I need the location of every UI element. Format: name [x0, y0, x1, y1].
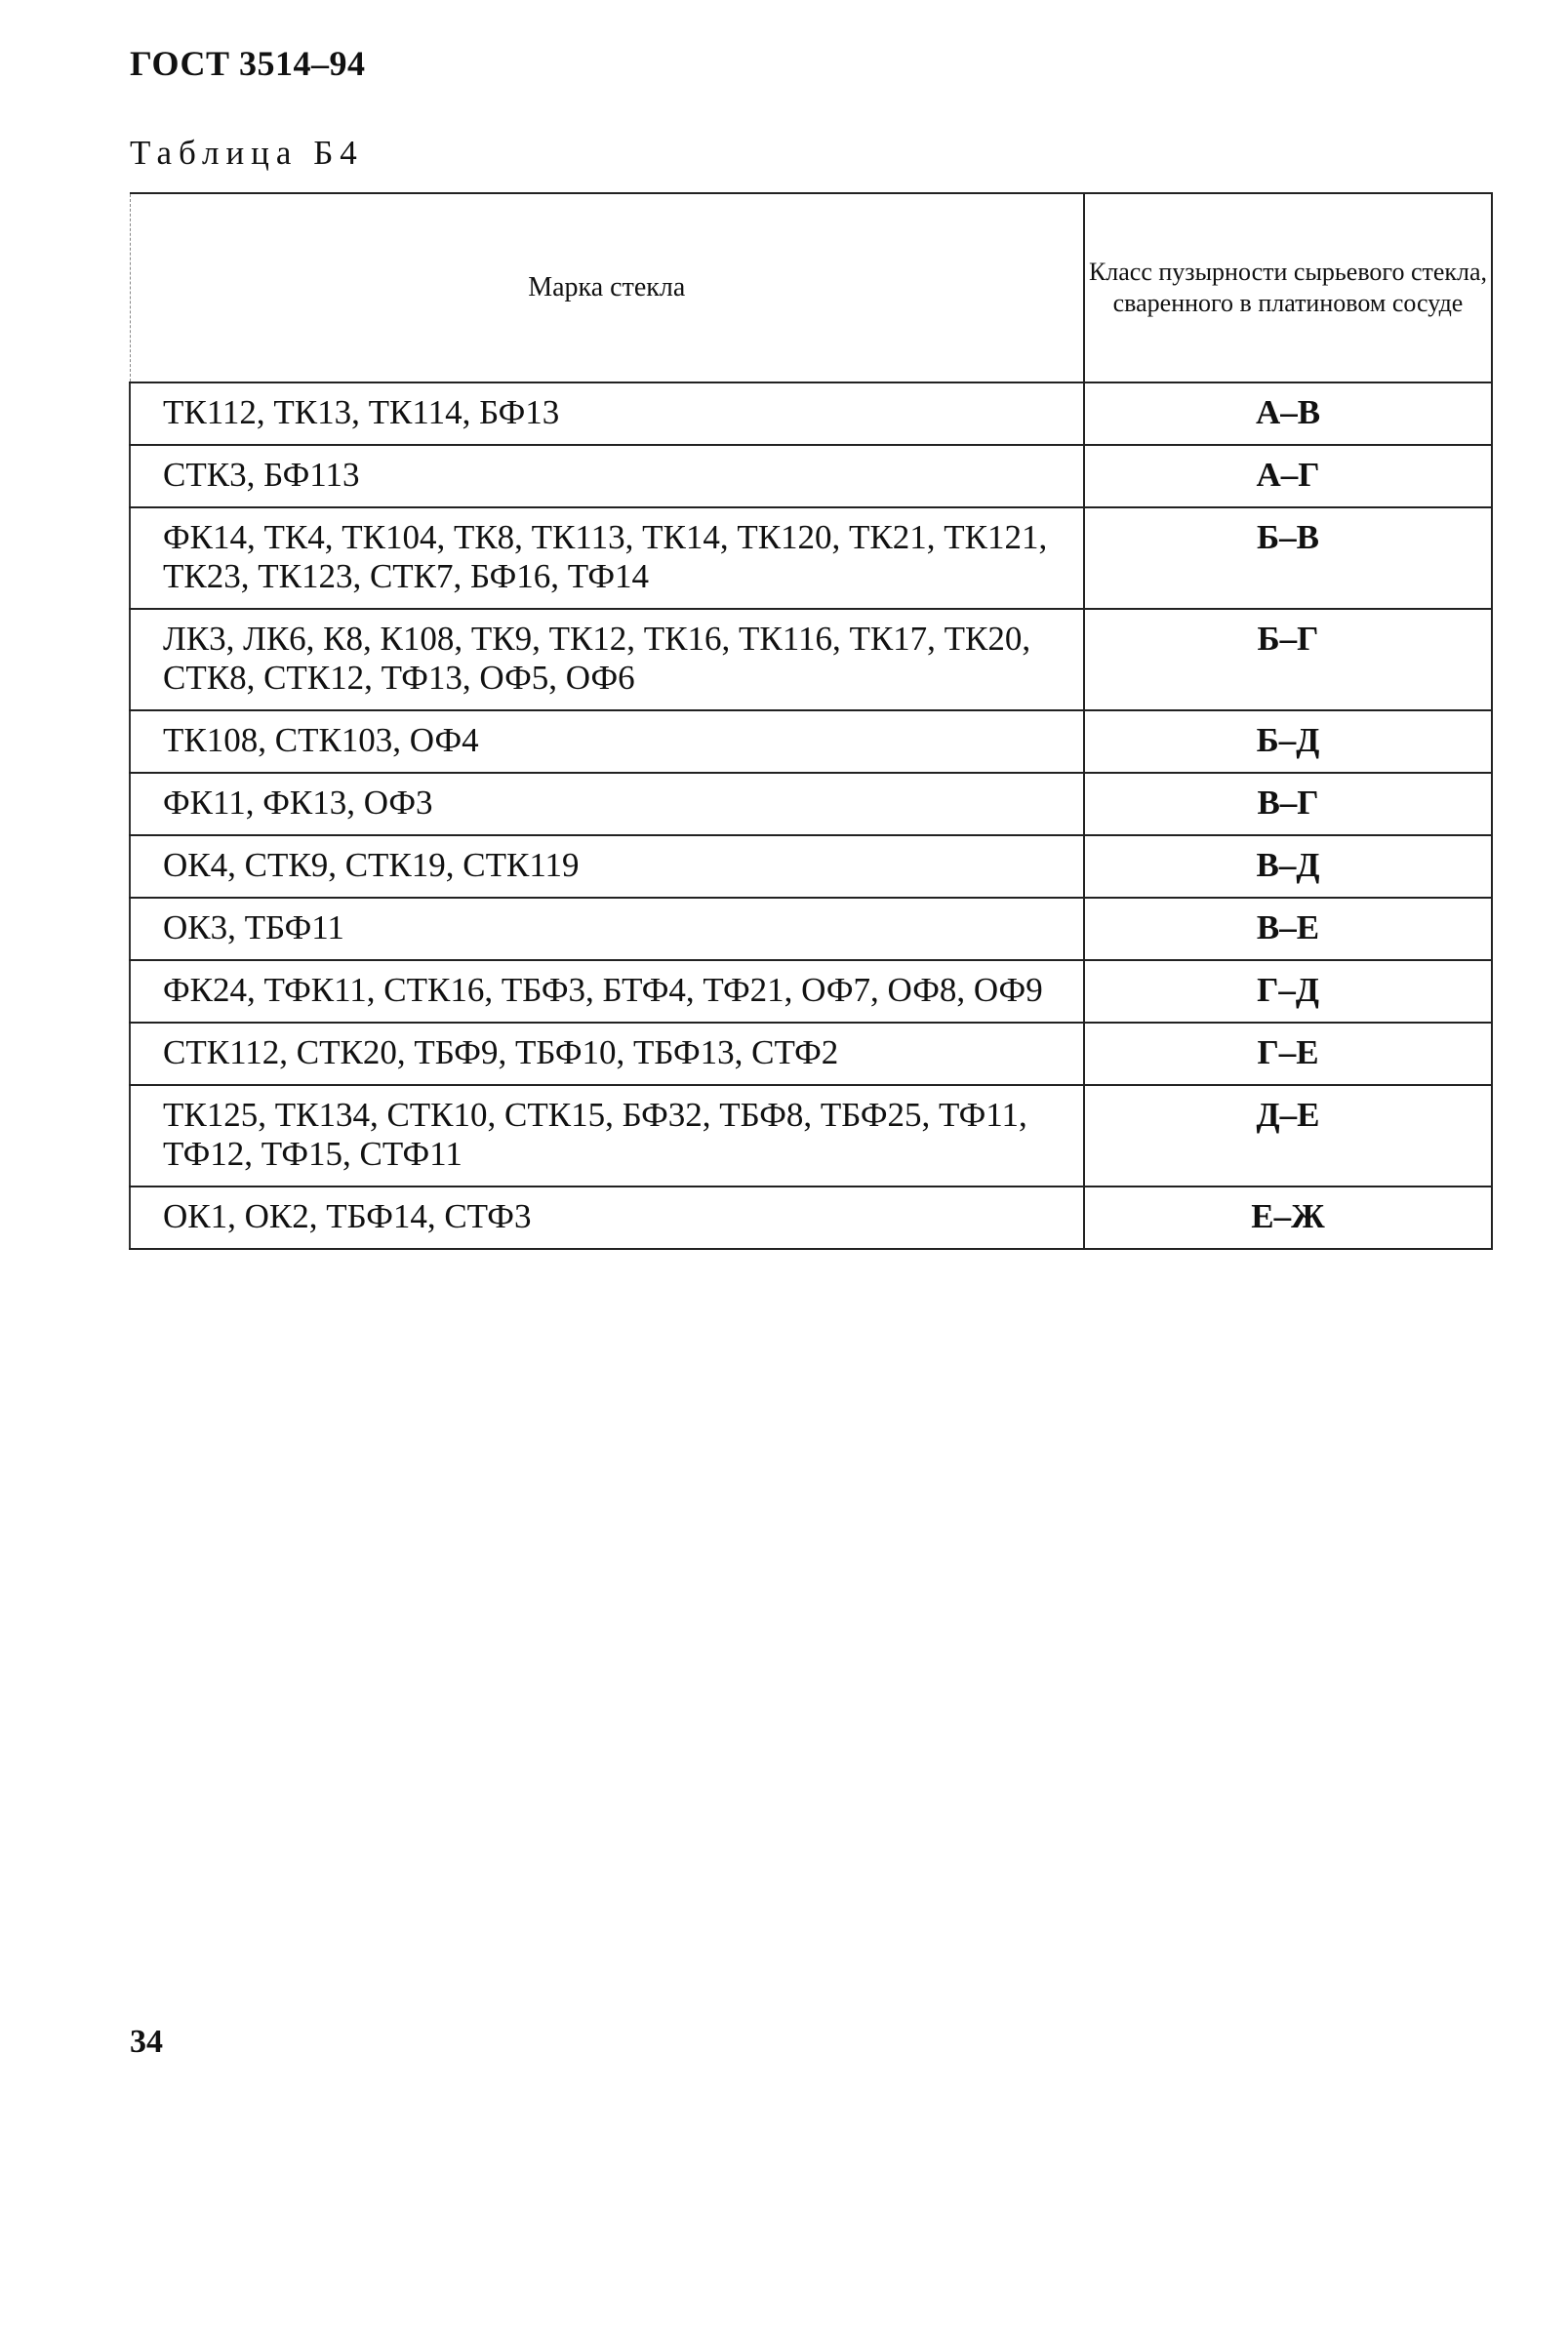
glass-grade-cell: ЛК3, ЛК6, К8, К108, ТК9, ТК12, ТК16, ТК116, ТК17, ТК20, СТК8, СТК12, ТФ13, ОФ5, ОФ6 — [130, 609, 1084, 710]
glass-grade-cell: ФК11, ФК13, ОФ3 — [130, 773, 1084, 835]
glass-grade-cell: ТК108, СТК103, ОФ4 — [130, 710, 1084, 773]
bubble-class-cell: Б–Г — [1084, 609, 1492, 710]
table-header-row — [130, 193, 1492, 382]
glass-bubble-class-table — [129, 192, 1493, 1250]
table-row — [130, 507, 1492, 609]
glass-grade-cell: СТК3, БФ113 — [130, 445, 1084, 507]
table-caption: Таблица Б4 — [130, 134, 364, 172]
page-number: 34 — [130, 2024, 163, 2060]
bubble-class-cell: Б–Д — [1084, 710, 1492, 773]
table-row — [130, 960, 1492, 1023]
bubble-class-cell: В–Д — [1084, 835, 1492, 898]
column-header-bubble-class: Класс пузырности сырьевого стекла, сваренного в платиновом сосуде — [1084, 193, 1492, 382]
table-row — [130, 898, 1492, 960]
table-row — [130, 773, 1492, 835]
document-code: ГОСТ 3514–94 — [130, 44, 366, 83]
bubble-class-cell: В–Г — [1084, 773, 1492, 835]
glass-grade-cell: ТК112, ТК13, ТК114, БФ13 — [130, 382, 1084, 445]
bubble-class-cell: А–Г — [1084, 445, 1492, 507]
glass-grade-cell: СТК112, СТК20, ТБФ9, ТБФ10, ТБФ13, СТФ2 — [130, 1023, 1084, 1085]
column-header-glass-grade: Марка стекла — [130, 193, 1084, 382]
table-row — [130, 1085, 1492, 1187]
bubble-class-cell: Е–Ж — [1084, 1187, 1492, 1249]
bubble-class-cell: В–Е — [1084, 898, 1492, 960]
table-row — [130, 710, 1492, 773]
glass-grade-cell: ФК24, ТФК11, СТК16, ТБФ3, БТФ4, ТФ21, ОФ7, ОФ8, ОФ9 — [130, 960, 1084, 1023]
table-row — [130, 1023, 1492, 1085]
glass-grade-cell: ОК4, СТК9, СТК19, СТК119 — [130, 835, 1084, 898]
table-row — [130, 382, 1492, 445]
bubble-class-cell: Г–Е — [1084, 1023, 1492, 1085]
table-row — [130, 445, 1492, 507]
table-row — [130, 609, 1492, 710]
glass-grade-cell: ТК125, ТК134, СТК10, СТК15, БФ32, ТБФ8, ТБФ25, ТФ11, ТФ12, ТФ15, СТФ11 — [130, 1085, 1084, 1187]
table-row — [130, 1187, 1492, 1249]
glass-grade-cell: ОК3, ТБФ11 — [130, 898, 1084, 960]
bubble-class-cell: Г–Д — [1084, 960, 1492, 1023]
glass-grade-cell: ФК14, ТК4, ТК104, ТК8, ТК113, ТК14, ТК120, ТК21, ТК121, ТК23, ТК123, СТК7, БФ16, ТФ14 — [130, 507, 1084, 609]
bubble-class-cell: Д–Е — [1084, 1085, 1492, 1187]
bubble-class-cell: А–В — [1084, 382, 1492, 445]
bubble-class-cell: Б–В — [1084, 507, 1492, 609]
table-row — [130, 835, 1492, 898]
table-body — [130, 382, 1492, 1249]
glass-grade-cell: ОК1, ОК2, ТБФ14, СТФ3 — [130, 1187, 1084, 1249]
